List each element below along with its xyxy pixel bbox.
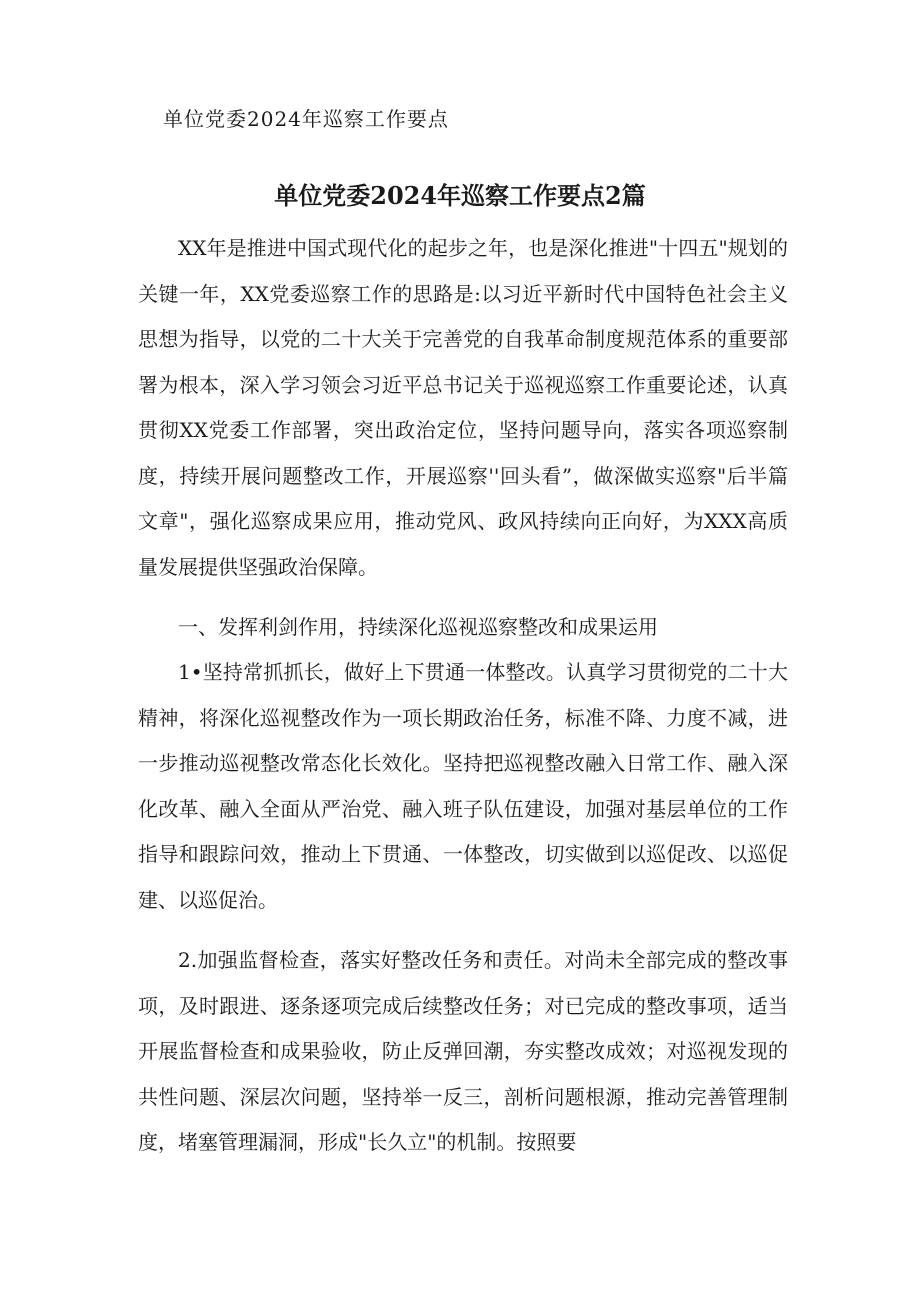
- item-paragraph-1: 1•坚持常抓抓长，做好上下贯通一体整改。认真学习贯彻党的二十大精神，将深化巡视整改作为一项长期政治任务，标准不降、力度不减，进一步推动巡视整改常态化长效化。坚持把巡视整改融入日常工作、融入深化改革、融入全面从严治党、融入班子队伍建设，加强对基层单位的工作指导和跟踪问效，推动上下贯通、一体整改，切实做到以巡促改、以巡促建、以巡促治。: [138, 660, 788, 912]
- intro-paragraph: XX年是推进中国式现代化的起步之年，也是深化推进"十四五"规划的关键一年，XX党委巡察工作的思路是:以习近平新时代中国特色社会主义思想为指导，以党的二十大关于完善党的自我革命制度规范体系的重要部署为根本，深入学习领会习近平总书记关于巡视巡察工作重要论述，认真贯彻XX党委工作部署，突出政治定位，坚持问题导向，落实各项巡察制度，持续开展问题整改工作，开展巡察''回头看”，做深做实巡察"后半篇文章"，强化巡察成果应用，推动党风、政风持续向正向好，为XXX高质量发展提供坚强政治保障。: [138, 236, 788, 579]
- document-title: 单位党委2024年巡察工作要点2篇: [274, 181, 646, 210]
- running-header: 单位党委2024年巡察工作要点: [163, 107, 449, 131]
- section-heading-1: 一、发挥利剑作用，持续深化巡视巡察整改和成果运用: [178, 615, 658, 639]
- item-paragraph-2: 2.加强监督检查，落实好整改任务和责任。对尚未全部完成的整改事项，及时跟进、逐条逐项完成后续整改任务；对已完成的整改事项，适当开展监督检查和成果验收，防止反弹回潮，夯实整改成效；对巡视发现的共性问题、深层次问题，坚持举一反三，剖析问题根源，推动完善管理制度，堵塞管理漏洞，形成"长久立"的机制。按照要: [138, 948, 788, 1154]
